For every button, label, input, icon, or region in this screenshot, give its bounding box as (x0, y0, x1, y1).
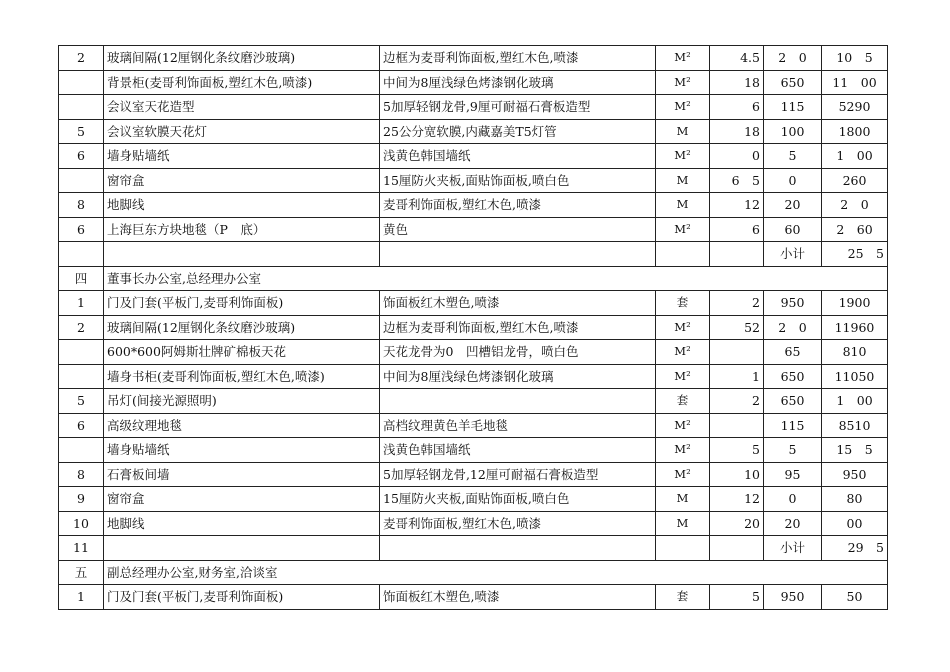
item-unit-price: 950 (764, 291, 822, 316)
item-description: 15厘防火夹板,面贴饰面板,喷白色 (380, 168, 656, 193)
table-row (59, 389, 888, 414)
item-unit: M² (656, 70, 710, 95)
item-description: 边框为麦哥利饰面板,塑红木色,喷漆 (380, 46, 656, 71)
item-quantity (710, 536, 764, 561)
item-unit-price: 60 (764, 217, 822, 242)
table-row (59, 291, 888, 316)
subtotal-value: 29 5 (822, 536, 888, 561)
item-description: 天花龙骨为0 凹槽铝龙骨，喷白色 (380, 340, 656, 365)
item-unit: M (656, 119, 710, 144)
item-total: 11050 (822, 364, 888, 389)
item-name: 玻璃间隔(12厘钢化条纹磨沙玻璃) (104, 315, 380, 340)
item-unit-price: 65 (764, 340, 822, 365)
item-quantity (710, 340, 764, 365)
section-title: 董事长办公室,总经理办公室 (104, 266, 888, 291)
item-quantity: 5 (710, 438, 764, 463)
table-row (59, 438, 888, 463)
item-total: 11960 (822, 315, 888, 340)
row-number: 11 (59, 536, 104, 561)
row-number: 10 (59, 511, 104, 536)
row-number: 1 (59, 291, 104, 316)
item-name: 吊灯(间接光源照明) (104, 389, 380, 414)
item-description: 麦哥利饰面板,塑红木色,喷漆 (380, 511, 656, 536)
item-unit-price: 2 0 (764, 315, 822, 340)
item-quantity: 18 (710, 119, 764, 144)
item-unit: M² (656, 95, 710, 120)
item-unit: M (656, 168, 710, 193)
subtotal-row (59, 242, 888, 267)
item-total: 1 00 (822, 389, 888, 414)
table-row (59, 144, 888, 169)
row-number: 8 (59, 462, 104, 487)
section-title: 副总经理办公室,财务室,洽谈室 (104, 560, 888, 585)
item-unit: M (656, 487, 710, 512)
item-total: 15 5 (822, 438, 888, 463)
item-unit: 套 (656, 585, 710, 610)
row-number (59, 168, 104, 193)
item-name: 高级纹理地毯 (104, 413, 380, 438)
item-unit: M (656, 193, 710, 218)
item-name: 门及门套(平板门,麦哥利饰面板) (104, 585, 380, 610)
subtotal-value: 25 5 (822, 242, 888, 267)
item-total: 260 (822, 168, 888, 193)
item-description: 饰面板红木塑色,喷漆 (380, 585, 656, 610)
item-quantity (710, 242, 764, 267)
item-quantity: 2 (710, 389, 764, 414)
item-unit-price: 650 (764, 70, 822, 95)
row-number: 6 (59, 144, 104, 169)
item-description: 中间为8厘浅绿色烤漆钢化玻璃 (380, 364, 656, 389)
item-unit-price: 650 (764, 389, 822, 414)
item-unit: M² (656, 462, 710, 487)
item-unit: M² (656, 315, 710, 340)
item-total: 10 5 (822, 46, 888, 71)
item-name: 墙身书柜(麦哥利饰面板,塑红木色,喷漆) (104, 364, 380, 389)
item-quantity: 20 (710, 511, 764, 536)
table-row (59, 70, 888, 95)
item-quantity: 2 (710, 291, 764, 316)
item-quantity: 10 (710, 462, 764, 487)
row-number (59, 340, 104, 365)
table-row (59, 364, 888, 389)
row-number (59, 438, 104, 463)
item-name: 墙身贴墙纸 (104, 144, 380, 169)
item-name: 窗帘盒 (104, 487, 380, 512)
item-description: 高档纹理黄色羊毛地毯 (380, 413, 656, 438)
item-name: 地脚线 (104, 511, 380, 536)
item-quantity: 5 (710, 585, 764, 610)
item-total: 1 00 (822, 144, 888, 169)
item-unit-price: 95 (764, 462, 822, 487)
item-name (104, 242, 380, 267)
item-quantity: 4.5 (710, 46, 764, 71)
item-quantity (710, 413, 764, 438)
item-unit: M² (656, 413, 710, 438)
item-name: 窗帘盒 (104, 168, 380, 193)
item-name: 背景柜(麦哥利饰面板,塑红木色,喷漆) (104, 70, 380, 95)
item-total: 80 (822, 487, 888, 512)
item-name: 地脚线 (104, 193, 380, 218)
row-number: 1 (59, 585, 104, 610)
item-unit-price: 950 (764, 585, 822, 610)
table-row (59, 315, 888, 340)
item-total: 2 60 (822, 217, 888, 242)
item-description: 边框为麦哥利饰面板,塑红木色,喷漆 (380, 315, 656, 340)
subtotal-label: 小计 (764, 536, 822, 561)
item-name: 会议室天花造型 (104, 95, 380, 120)
table-row (59, 462, 888, 487)
item-description: 5加厚轻钢龙骨,12厘可耐福石膏板造型 (380, 462, 656, 487)
item-quantity: 1 (710, 364, 764, 389)
row-number: 5 (59, 389, 104, 414)
item-description: 饰面板红木塑色,喷漆 (380, 291, 656, 316)
table-row (59, 413, 888, 438)
item-description: 浅黄色韩国墙纸 (380, 144, 656, 169)
item-description: 中间为8厘浅绿色烤漆钢化玻璃 (380, 70, 656, 95)
item-description: 15厘防火夹板,面贴饰面板,喷白色 (380, 487, 656, 512)
item-total: 50 (822, 585, 888, 610)
subtotal-row (59, 536, 888, 561)
row-number: 2 (59, 46, 104, 71)
section-header-row (59, 266, 888, 291)
item-quantity: 6 (710, 95, 764, 120)
item-name: 600*600阿姆斯壮牌矿棉板天花 (104, 340, 380, 365)
table-row (59, 46, 888, 71)
item-total: 2 0 (822, 193, 888, 218)
item-description: 25公分宽软膜,内藏嘉美T5灯管 (380, 119, 656, 144)
item-name: 玻璃间隔(12厘钢化条纹磨沙玻璃) (104, 46, 380, 71)
item-description (380, 536, 656, 561)
item-unit: M² (656, 364, 710, 389)
item-name: 墙身贴墙纸 (104, 438, 380, 463)
item-description (380, 389, 656, 414)
item-unit-price: 20 (764, 511, 822, 536)
table-row (59, 119, 888, 144)
item-unit-price: 115 (764, 413, 822, 438)
item-description (380, 242, 656, 267)
item-unit-price: 115 (764, 95, 822, 120)
section-number: 四 (59, 266, 104, 291)
subtotal-label: 小计 (764, 242, 822, 267)
row-number: 6 (59, 413, 104, 438)
row-number (59, 95, 104, 120)
item-unit: M² (656, 217, 710, 242)
item-unit: M² (656, 46, 710, 71)
item-name (104, 536, 380, 561)
item-total: 11 00 (822, 70, 888, 95)
table-row (59, 193, 888, 218)
item-unit: M (656, 511, 710, 536)
item-unit-price: 2 0 (764, 46, 822, 71)
quotation-table (58, 45, 888, 610)
table-row (59, 340, 888, 365)
item-unit-price: 0 (764, 168, 822, 193)
item-unit-price: 20 (764, 193, 822, 218)
item-total: 950 (822, 462, 888, 487)
item-quantity: 6 (710, 217, 764, 242)
item-unit: 套 (656, 389, 710, 414)
item-quantity: 12 (710, 487, 764, 512)
row-number (59, 242, 104, 267)
row-number (59, 364, 104, 389)
item-total: 5290 (822, 95, 888, 120)
item-quantity: 12 (710, 193, 764, 218)
item-quantity: 52 (710, 315, 764, 340)
table-row (59, 168, 888, 193)
item-total: 810 (822, 340, 888, 365)
item-description: 麦哥利饰面板,塑红木色,喷漆 (380, 193, 656, 218)
item-unit: M² (656, 438, 710, 463)
item-unit: M² (656, 144, 710, 169)
item-total: 00 (822, 511, 888, 536)
table-row (59, 217, 888, 242)
item-name: 门及门套(平板门,麦哥利饰面板) (104, 291, 380, 316)
item-description: 5加厚轻钢龙骨,9厘可耐福石膏板造型 (380, 95, 656, 120)
item-unit-price: 100 (764, 119, 822, 144)
item-unit: 套 (656, 291, 710, 316)
item-description: 黄色 (380, 217, 656, 242)
item-unit-price: 0 (764, 487, 822, 512)
item-unit-price: 5 (764, 144, 822, 169)
item-name: 上海巨东方块地毯（P 底） (104, 217, 380, 242)
item-unit-price: 5 (764, 438, 822, 463)
row-number (59, 70, 104, 95)
item-total: 8510 (822, 413, 888, 438)
item-quantity: 0 (710, 144, 764, 169)
row-number: 2 (59, 315, 104, 340)
table-row (59, 511, 888, 536)
item-unit: M² (656, 340, 710, 365)
table-row (59, 487, 888, 512)
table-row (59, 585, 888, 610)
item-quantity: 6 5 (710, 168, 764, 193)
item-name: 石膏板间墙 (104, 462, 380, 487)
row-number: 9 (59, 487, 104, 512)
item-unit-price: 650 (764, 364, 822, 389)
item-name: 会议室软膜天花灯 (104, 119, 380, 144)
table-body (59, 46, 888, 610)
row-number: 6 (59, 217, 104, 242)
section-number: 五 (59, 560, 104, 585)
row-number: 8 (59, 193, 104, 218)
item-quantity: 18 (710, 70, 764, 95)
item-unit (656, 536, 710, 561)
table-row (59, 95, 888, 120)
section-header-row (59, 560, 888, 585)
item-unit (656, 242, 710, 267)
item-total: 1800 (822, 119, 888, 144)
item-description: 浅黄色韩国墙纸 (380, 438, 656, 463)
row-number: 5 (59, 119, 104, 144)
item-total: 1900 (822, 291, 888, 316)
